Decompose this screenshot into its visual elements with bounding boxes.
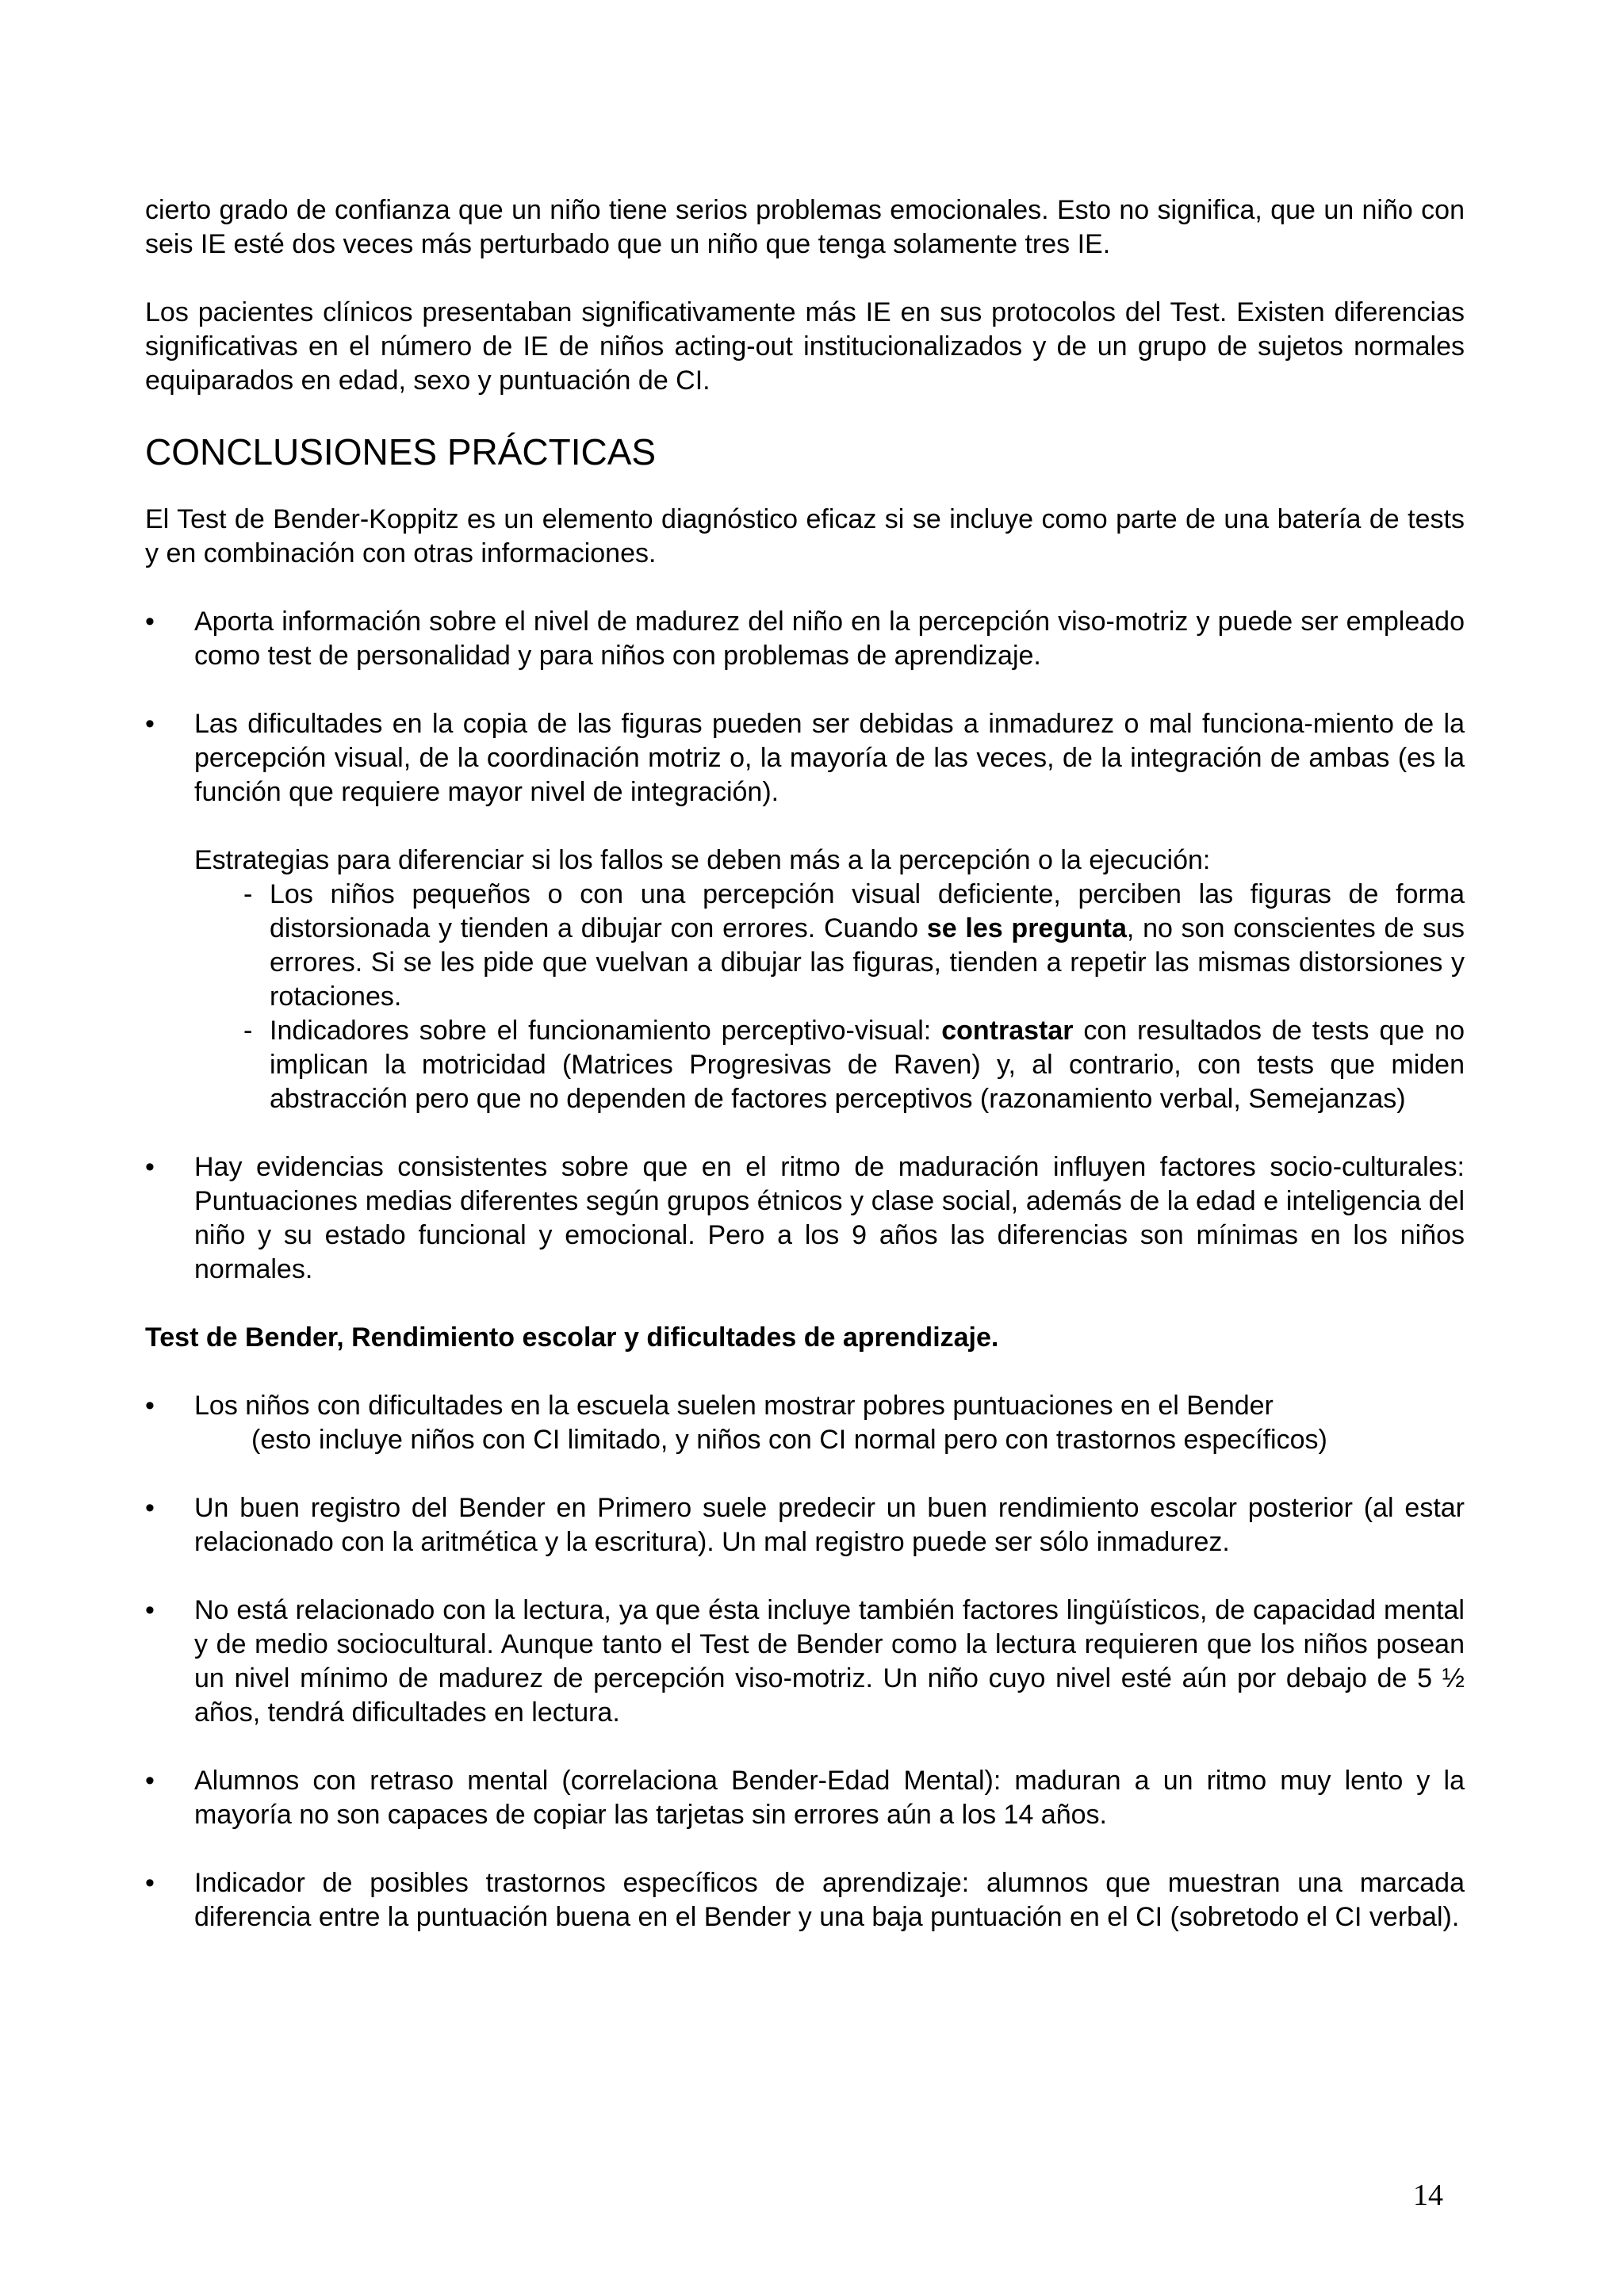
bullet-icon: • [145, 607, 155, 637]
bullet-item [145, 605, 1465, 673]
bullet-icon: • [145, 1868, 155, 1898]
bullet-icon: • [145, 1595, 155, 1625]
strategy-text-start: Los niños pequeños o con una percepción visual deficiente, perciben las figuras de forma distorsionada y tienden a dibujar con errores. Cuando [270, 879, 1465, 943]
dash-marker: - [243, 879, 253, 909]
strategy-emphasis: contrastar [941, 1016, 1074, 1046]
section-heading-conclusiones: CONCLUSIONES PRÁCTICAS [145, 431, 657, 473]
bullet-item [145, 1491, 1465, 1559]
bullet-text: Aporta información sobre el nivel de madurez del niño en la percepción viso-motriz y puede ser empleado como test de personalidad y para niños con problemas de aprendizaje. [194, 607, 1465, 671]
bullet-icon: • [145, 1391, 155, 1421]
bullet-icon: • [145, 1152, 155, 1182]
bullet-icon: • [145, 1766, 155, 1796]
bullet-text: Los niños con dificultades en la escuela suelen mostrar pobres puntuaciones en el Bender [194, 1391, 1274, 1421]
strategy-text-start: Indicadores sobre el funcionamiento perceptivo-visual: [270, 1016, 942, 1046]
strategies-block [194, 844, 1465, 1116]
bullet-item [145, 1389, 1465, 1457]
dash-marker: - [243, 1016, 253, 1046]
bullet-item [145, 1150, 1465, 1287]
strategy-item [194, 1014, 1465, 1116]
bullet-text: No está relacionado con la lectura, ya que ésta incluye también factores lingüísticos, de capacidad mental y de medio sociocultural. Aunque tanto el Test de Bender como la lectura requieren que los niños posean un nivel mínimo de madurez de percepción viso-motriz. Un niño cuyo nivel esté aún por debajo de 5 ½ años, tendrá dificultades en lectura. [194, 1595, 1465, 1728]
bullet-text: Un buen registro del Bender en Primero suele predecir un buen rendimiento escolar posterior (al estar relacionado con la aritmética y la escritura). Un mal registro puede ser sólo inmadurez. [194, 1493, 1465, 1557]
bullet-item [145, 1866, 1465, 1934]
bullet-text: Las dificultades en la copia de las figuras pueden ser debidas a inmadurez o mal funciona-miento de la percepción visual, de la coordinación motriz o, la mayoría de las veces, de la integración de ambas (es la función que requiere mayor nivel de integración). [194, 709, 1465, 807]
bullet-item [145, 1764, 1465, 1832]
strategies-intro: Estrategias para diferenciar si los fallos se deben más a la percepción o la ejecución: [194, 845, 1211, 875]
section1-lead-paragraph: El Test de Bender-Koppitz es un elemento diagnóstico eficaz si se incluye como parte de una batería de tests y en combinación con otras informaciones. [145, 504, 1465, 568]
page-content [145, 193, 1465, 1934]
bullet-text: Hay evidencias consistentes sobre que en el ritmo de maduración influyen factores socio-culturales: Puntuaciones medias diferentes según grupos étnicos y clase social, además de la edad e inteligencia del niño y su estado funcional y emocional. Pero a los 9 años las diferencias son mínimas en los niños normales. [194, 1152, 1465, 1284]
strategy-item [194, 878, 1465, 1014]
bullet-text: Indicador de posibles trastornos específicos de aprendizaje: alumnos que muestran una marcada diferencia entre la puntuación buena en el Bender y una baja puntuación en el CI (sobretodo el CI verbal). [194, 1868, 1465, 1932]
section-heading-rendimiento: Test de Bender, Rendimiento escolar y dificultades de aprendizaje. [145, 1322, 999, 1353]
bullet-icon: • [145, 709, 155, 739]
bullet-icon: • [145, 1493, 155, 1523]
bullet-text: Alumnos con retraso mental (correlaciona Bender-Edad Mental): maduran a un ritmo muy lento y la mayoría no son capaces de copiar las tarjetas sin errores aún a los 14 años. [194, 1766, 1465, 1830]
intro-paragraph-1: cierto grado de confianza que un niño tiene serios problemas emocionales. Esto no significa, que un niño con seis IE esté dos veces más perturbado que un niño que tenga solamente tres IE. [145, 195, 1465, 259]
strategy-text-end: , no son conscientes de sus errores. Si se les pide que vuelvan a dibujar las figuras, tienden a repetir las mismas distorsiones y rotaciones. [270, 913, 1465, 1012]
strategy-emphasis: se les pregunta [926, 913, 1127, 943]
bullet-text-continuation: (esto incluye niños con CI limitado, y niños con CI normal pero con trastornos específicos) [251, 1425, 1327, 1455]
intro-paragraph-2: Los pacientes clínicos presentaban significativamente más IE en sus protocolos del Test. Existen diferencias significativas en el número de IE de niños acting-out institucionalizados y de un grupo de sujetos normales equiparados en edad, sexo y puntuación de CI. [145, 297, 1465, 396]
bullet-item [145, 707, 1465, 809]
page-number: 14 [1413, 2179, 1443, 2212]
bullet-item [145, 1594, 1465, 1730]
strategy-text-end: con resultados de tests que no implican la motricidad (Matrices Progresivas de Raven) y, al contrario, con tests que miden abstracción pero que no dependen de factores perceptivos (razonamiento verbal, Semejanzas) [270, 1016, 1465, 1114]
